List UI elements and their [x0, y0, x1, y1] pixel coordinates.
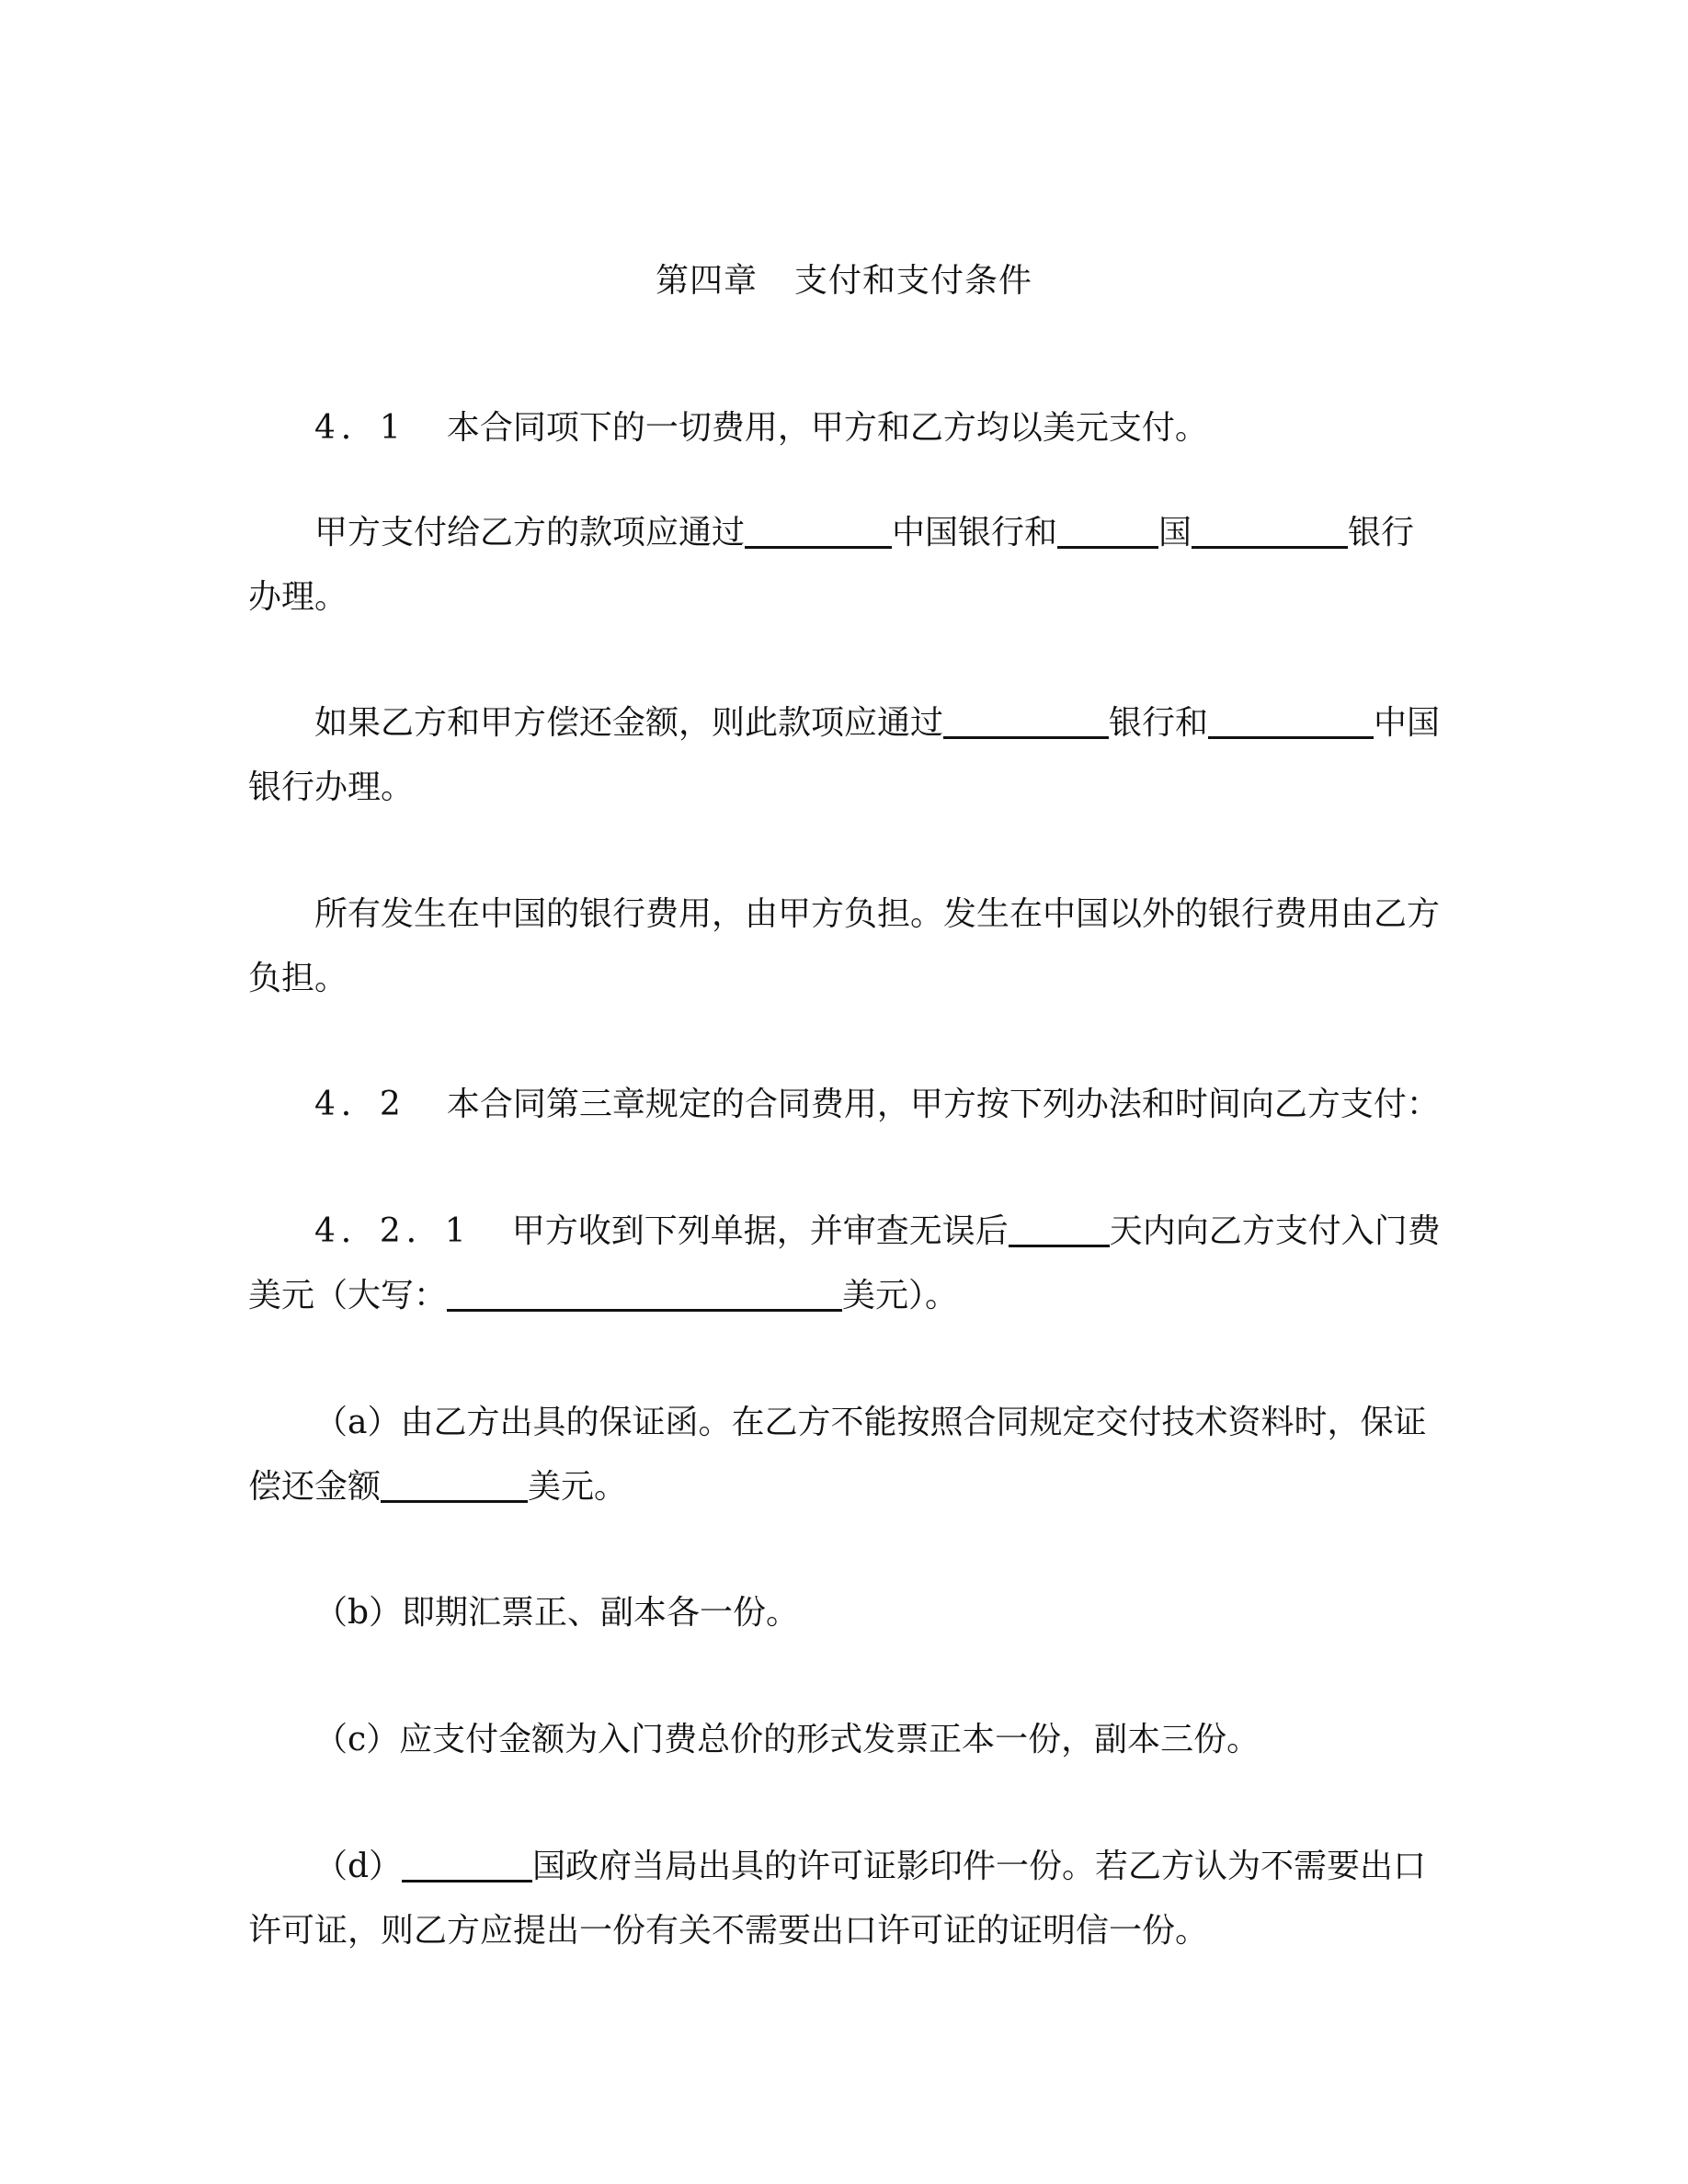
chapter-number: 第四章 [655, 262, 758, 300]
text-line: 所有发生在中国的银行费用，由甲方负担。发生在中国以外的银行费用由乙方 [314, 895, 1441, 933]
text-segment: 应支付金额为入门费总价的形式发票正本一份，副本三份。 [399, 1721, 1260, 1758]
text-segment: 偿还金额 [248, 1468, 382, 1506]
text-segment: 甲方支付给乙方的款项应通过 [314, 514, 746, 552]
text-segment: 即期汇票正、副本各一份。 [402, 1594, 800, 1632]
blank-field[interactable] [943, 705, 1109, 739]
clause-4-1 [248, 396, 1443, 461]
text-segment: 美元）。 [842, 1277, 959, 1314]
text-segment: 天内向乙方支付入门费 [1109, 1212, 1441, 1250]
blank-field[interactable] [1192, 515, 1348, 549]
blank-field[interactable] [381, 1469, 528, 1503]
text-segment: 银行和 [1109, 704, 1209, 742]
blank-field[interactable] [1208, 705, 1374, 739]
text-segment: 美元（大写： [248, 1277, 448, 1314]
text-segment: 中国 [1374, 704, 1441, 742]
blank-field[interactable] [447, 1278, 842, 1312]
chapter-heading [0, 259, 1688, 303]
text-segment: 国 [1158, 514, 1192, 552]
text-line: 银行办理。 [248, 768, 415, 806]
item-label: （a） [314, 1404, 401, 1441]
clause-number: 4．2．1 [314, 1212, 472, 1250]
text-line: 办理。 [248, 578, 348, 616]
clause-4-2 [248, 1073, 1443, 1137]
text-segment: 国政府当局出具的许可证影印件一份。若乙方认为不需要出口 [532, 1848, 1427, 1885]
text-segment: 甲方收到下列单据，并审查无误后 [511, 1212, 1009, 1250]
clause-text: 本合同第三章规定的合同费用，甲方按下列办法和时间向乙方支付： [446, 1086, 1440, 1123]
item-a [248, 1391, 1443, 1519]
bank-fees-paragraph [248, 882, 1443, 1011]
item-b [248, 1581, 1443, 1645]
blank-field[interactable] [745, 515, 892, 549]
blank-field[interactable] [402, 1848, 532, 1883]
clause-text: 本合同项下的一切费用，甲方和乙方均以美元支付。 [446, 409, 1208, 447]
item-label: （b） [314, 1594, 403, 1632]
text-line: 负担。 [248, 960, 348, 997]
chapter-title: 支付和支付条件 [794, 262, 1033, 300]
refund-bank-paragraph [248, 691, 1443, 820]
payment-bank-paragraph [248, 501, 1443, 630]
clause-number: 4．2 [314, 1086, 406, 1123]
blank-field[interactable] [1009, 1213, 1110, 1247]
text-segment: 银行 [1348, 514, 1415, 552]
blank-field[interactable] [1057, 515, 1158, 549]
clause-number: 4．1 [314, 409, 406, 447]
item-c [248, 1708, 1443, 1772]
item-label: （d） [314, 1848, 403, 1885]
text-segment: 由乙方出具的保证函。在乙方不能按照合同规定交付技术资料时，保证 [400, 1404, 1427, 1441]
clause-4-2-1 [248, 1200, 1443, 1328]
text-segment: 中国银行和 [892, 514, 1058, 552]
item-d [248, 1835, 1443, 1963]
text-line: 许可证，则乙方应提出一份有关不需要出口许可证的证明信一份。 [248, 1912, 1209, 1950]
text-segment: 如果乙方和甲方偿还金额，则此款项应通过 [314, 704, 944, 742]
item-label: （c） [314, 1721, 400, 1758]
text-segment: 美元。 [528, 1468, 628, 1506]
